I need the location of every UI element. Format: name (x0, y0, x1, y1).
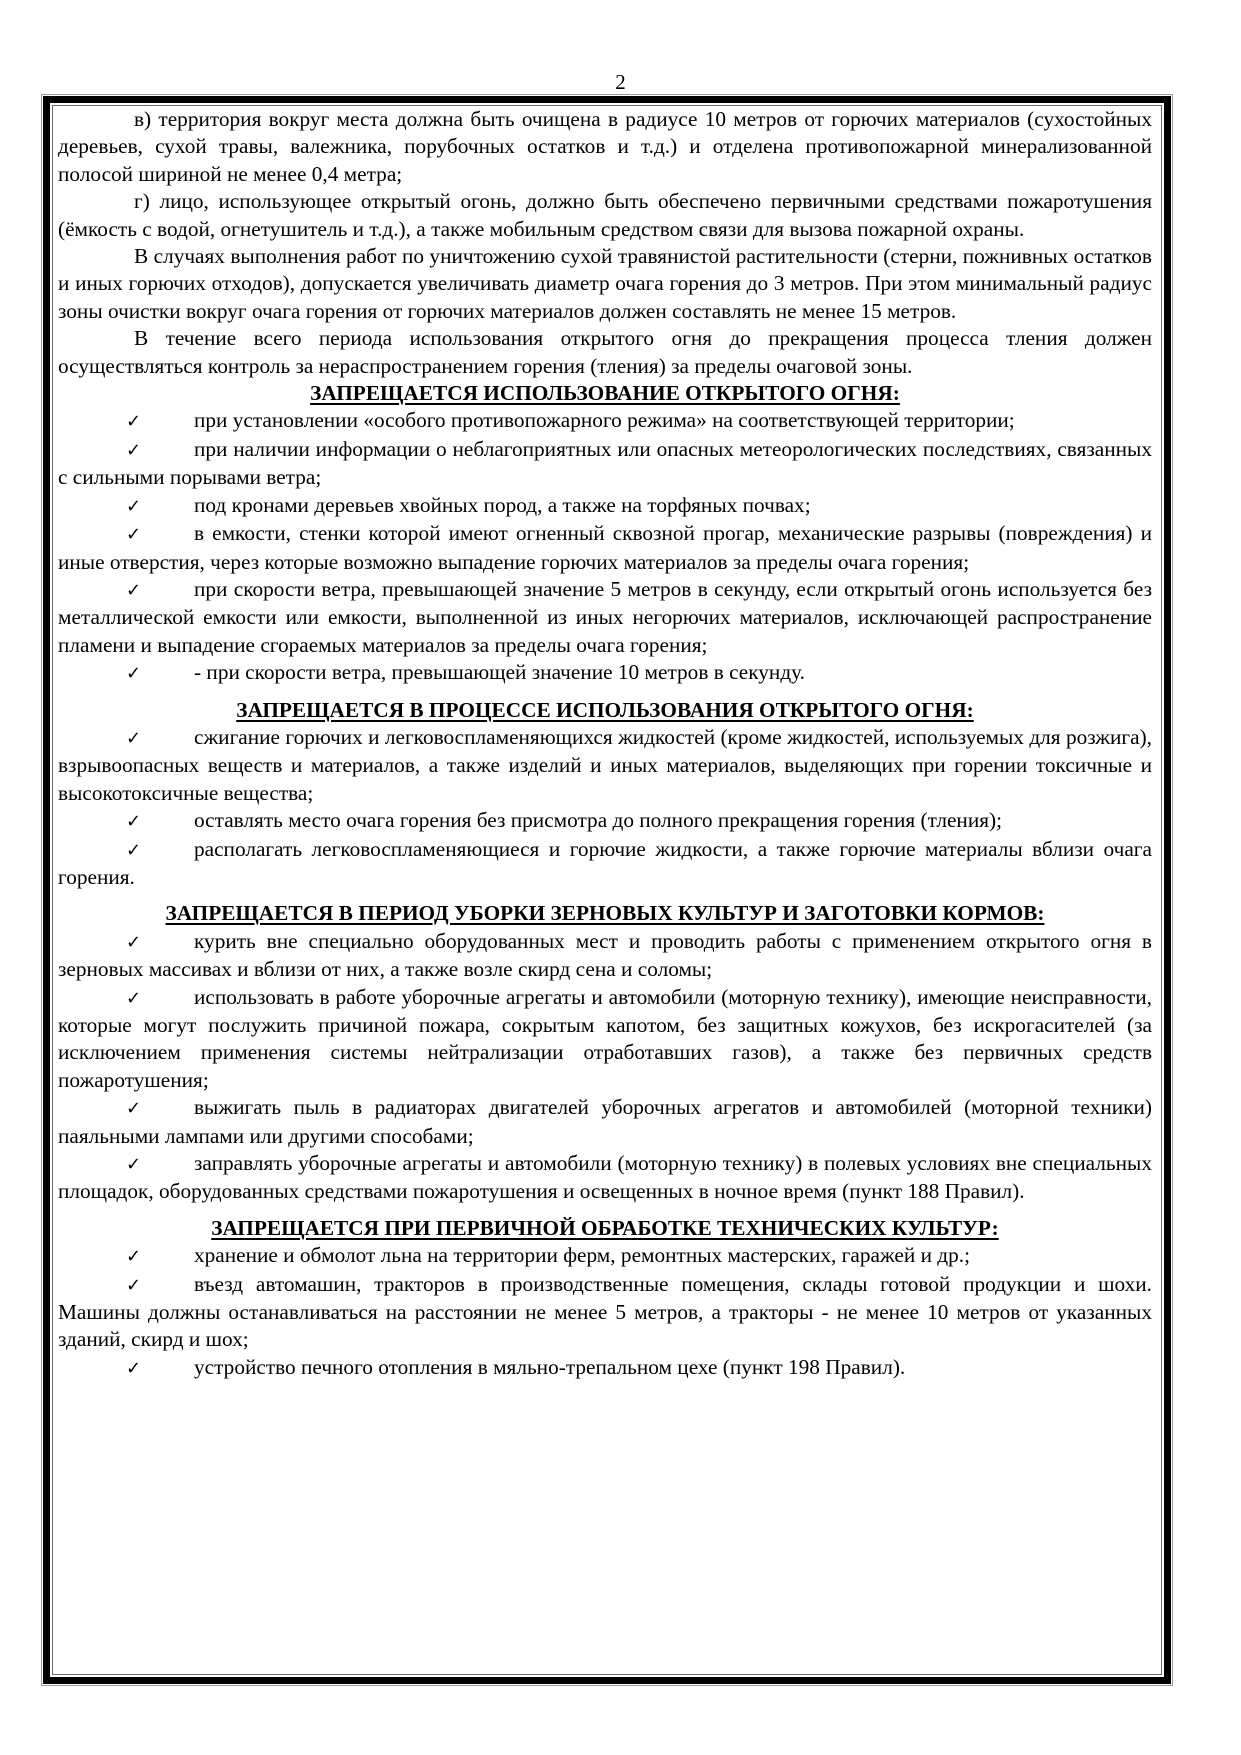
list-item-text: устройство печного отопления в мяльно-трепальном цехе (пункт 198 Правил). (194, 1354, 906, 1379)
list-item-text: заправлять уборочные агрегаты и автомобили (моторную технику) в полевых условиях вне специальных площадок, оборудованных средствами пожаротушения и освещенных в ночное время (пункт 188 Правил). (58, 1151, 1152, 1204)
list-item (58, 724, 1152, 807)
list-item (58, 407, 1152, 435)
list-item (58, 984, 1152, 1095)
list-item-text: курить вне специально оборудованных мест и проводить работы с применением открытого огня в зерновых массивах и вблизи от них, а также возле скирд сена и соломы; (58, 928, 1152, 982)
list-item-text: - при скорости ветра, превышающей значение 10 метров в секунду. (194, 660, 806, 685)
list-item (58, 576, 1152, 659)
checkmark-icon: ✓ (126, 1098, 142, 1120)
checkmark-icon: ✓ (126, 1274, 142, 1296)
paragraph-clearing-radius: в) территория вокруг места должна быть очищена в радиусе 10 метров от горючих материалов (сухостойных деревьев, сухой травы, валежника, порубочных остатков и т.д.) и отделена противопожарной минерализованной полосой шириной не менее 0,4 метра; (58, 107, 1152, 186)
list-item (58, 1094, 1152, 1150)
checkmark-icon: ✓ (126, 931, 142, 953)
list-item (58, 492, 1152, 520)
intro-section (58, 106, 1152, 380)
checkmark-icon: ✓ (126, 663, 142, 685)
list-item (58, 659, 1152, 687)
document-body (58, 106, 1152, 1382)
section-open-fire-prohibited (58, 380, 1152, 687)
list-item (58, 1354, 1152, 1382)
section-heading: ЗАПРЕЩАЕТСЯ В ПРОЦЕССЕ ИСПОЛЬЗОВАНИЯ ОТКРЫТОГО ОГНЯ: (236, 697, 974, 722)
list-item-text: при скорости ветра, превышающей значение 5 метров в секунду, если открытый огонь используется без металлической емкости или емкости, выполненной из иных негорючих материалов, исключающей распространение пламени и выпадение сгораемых материалов за пределы очага горения; (58, 576, 1152, 657)
checkmark-icon: ✓ (126, 811, 142, 833)
list-item-text: располагать легковоспламеняющиеся и горючие жидкости, а также горючие материалы вблизи очага горения. (58, 836, 1152, 889)
list-item-text: оставлять место очага горения без присмотра до полного прекращения горения (тления); (194, 808, 1003, 833)
checkmark-icon: ✓ (126, 579, 142, 601)
paragraph-extinguishing-means: г) лицо, использующее открытый огонь, должно быть обеспечено первичными средствами пожаротушения (ёмкость с водой, огнетушитель и т.д.), а также мобильным средством связи для вызова пожарной охраны. (58, 189, 1152, 241)
checkmark-icon: ✓ (126, 1246, 142, 1268)
checkmark-icon: ✓ (126, 839, 142, 861)
list-item-text: использовать в работе уборочные агрегаты и автомобили (моторную технику), имеющие неисправности, которые могут послужить причиной пожара, сокрытым капотом, без защитных кожухов, без искрогасителей (за исключением применения системы нейтрализации отработавших газов), а также без первичных средств пожаротушения; (58, 984, 1152, 1092)
list-item (58, 928, 1152, 984)
list-item (58, 807, 1152, 835)
section-during-open-fire-use-prohibited (58, 697, 1152, 892)
checkmark-icon: ✓ (126, 727, 142, 749)
checkmark-icon: ✓ (126, 495, 142, 517)
list-item-text: при установлении «особого противопожарного режима» на соответствующей территории; (194, 408, 1015, 433)
checkmark-icon: ✓ (126, 1357, 142, 1379)
section-heading: ЗАПРЕЩАЕТСЯ В ПЕРИОД УБОРКИ ЗЕРНОВЫХ КУЛЬТУР И ЗАГОТОВКИ КОРМОВ: (165, 901, 1045, 926)
list-item-text: выжигать пыль в радиаторах двигателей уборочных агрегатов и автомобилей (моторной техники) паяльными лампами или другими способами; (58, 1095, 1152, 1148)
checkmark-icon: ✓ (126, 987, 142, 1009)
section-technical-crops-processing-prohibited (58, 1215, 1152, 1382)
list-item (58, 1150, 1152, 1206)
list-item-text: в емкости, стенки которой имеют огненный сквозной прогар, механические разрывы (повреждения) и иные отверстия, через которые возможно выпадение горючих материалов за пределы очага горения; (58, 521, 1152, 574)
list-item (58, 436, 1152, 492)
list-item-text: при наличии информации о неблагоприятных или опасных метеорологических последствиях, связанных с сильными порывами ветра; (58, 436, 1152, 490)
list-item-text: сжигание горючих и легковоспламеняющихся жидкостей (кроме жидкостей, используемых для розжига), взрывоопасных веществ и материалов, а также изделий и иных материалов, выделяющих при горении токсичные и высокотоксичные вещества; (58, 724, 1152, 805)
list-item (58, 836, 1152, 892)
section-harvest-period-prohibited (58, 900, 1152, 1205)
list-item-text: под кронами деревьев хвойных пород, а также на торфяных почвах; (194, 492, 811, 517)
checkmark-icon: ✓ (126, 1154, 142, 1176)
checkmark-icon: ✓ (126, 524, 142, 546)
checkmark-icon: ✓ (126, 411, 142, 433)
paragraph-dry-grass-burning: В случаях выполнения работ по уничтожению сухой травянистой растительности (стерни, пожнивных остатков и иных горючих отходов), допускается увеличивать диаметр очага горения до 3 метров. При этом минимальный радиус зоны очистки вокруг очага горения от горючих материалов должен составлять не менее 15 метров. (58, 244, 1152, 323)
list-item-text: въезд автомашин, тракторов в производственные помещения, склады готовой продукции и шохи. Машины должны останавливаться на расстоянии не менее 5 метров, а тракторы - не менее 10 метров от указанных зданий, скирд и шох; (58, 1271, 1152, 1352)
paragraph-smoldering-control: В течение всего периода использования открытого огня до прекращения процесса тления должен осуществляться контроль за нераспространением горения (тления) за пределы очаговой зоны. (58, 326, 1152, 378)
section-heading: ЗАПРЕЩАЕТСЯ ПРИ ПЕРВИЧНОЙ ОБРАБОТКЕ ТЕХНИЧЕСКИХ КУЛЬТУР: (211, 1215, 999, 1240)
section-heading: ЗАПРЕЩАЕТСЯ ИСПОЛЬЗОВАНИЕ ОТКРЫТОГО ОГНЯ: (310, 381, 900, 406)
list-item-text: хранение и обмолот льна на территории ферм, ремонтных мастерских, гаражей и др.; (194, 1243, 971, 1268)
list-item (58, 1242, 1152, 1270)
list-item (58, 1271, 1152, 1354)
checkmark-icon: ✓ (126, 439, 142, 461)
page-number: 2 (615, 70, 626, 94)
list-item (58, 520, 1152, 576)
